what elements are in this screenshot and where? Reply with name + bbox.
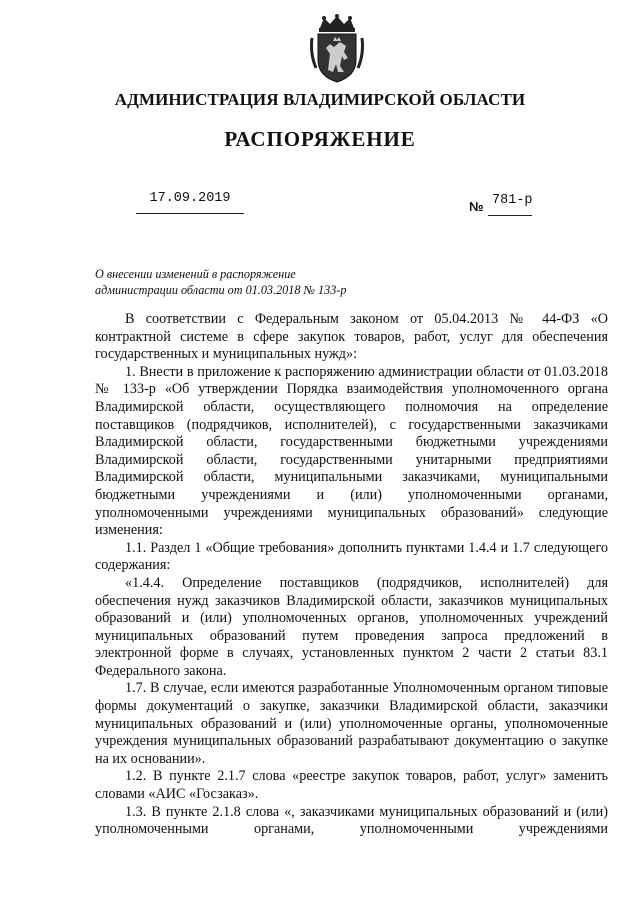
body-paragraph: В соответствии с Федеральным законом от 05.04.2013 № 44-ФЗ «О контрактной системе в сфере закупок товаров, работ, услуг для обеспечения государственных и муниципальных нужд»: xyxy=(95,311,608,363)
coat-of-arms-icon xyxy=(306,14,368,84)
document-date: 17.09.2019 xyxy=(149,191,231,206)
body-paragraph: 1.3. В пункте 2.1.8 слова «, заказчиками муниципальных образований и (или) уполномоченными органами, уполномоченными учреждениями xyxy=(95,803,608,838)
body-paragraph: 1.1. Раздел 1 «Общие требования» дополнить пунктами 1.4.4 и 1.7 следующего содержания: xyxy=(95,539,608,574)
body-paragraph: 1.2. В пункте 2.1.7 слова «реестре закупок товаров, работ, услуг» заменить словами «АИС «Госзаказ». xyxy=(95,768,608,803)
body-paragraph: 1.7. В случае, если имеются разработанные Уполномоченным органом типовые формы документаций о закупке, заказчики Владимирской области, заказчики муниципальных образований и (или) уполномоченные органы, уполномоченные учреждения муниципальных образований разрабатывают документацию о закупке на их основании». xyxy=(95,680,608,767)
body-paragraph: «1.4.4. Определение поставщиков (подрядчиков, исполнителей) для обеспечения нужд заказчиков Владимирской области, заказчиков муниципальных образований и (или) уполномоченных органов, уполномоченных учреждений муниципальных образований путем проведения запроса предложений в электронной форме в случаях, установленных пунктом 2 части 2 статьи 83.1 Федерального закона. xyxy=(95,574,608,679)
document-body xyxy=(95,311,608,839)
date-underline xyxy=(136,213,244,214)
document-subject xyxy=(95,267,346,298)
number-sign: № xyxy=(469,199,484,214)
organization-title: АДМИНИСТРАЦИЯ ВЛАДИМИРСКОЙ ОБЛАСТИ xyxy=(114,90,526,109)
subject-line: администрации области от 01.03.2018 № 133-р xyxy=(95,282,347,297)
subject-line: О внесении изменений в распоряжение xyxy=(95,267,296,281)
document-number: 781-р xyxy=(492,193,533,208)
number-underline xyxy=(488,215,532,216)
body-paragraph: 1. Внести в приложение к распоряжению администрации области от 01.03.2018 № 133-р «Об утверждении Порядка взаимодействия уполномоченного органа Владимирской области, осуществляющего полномочия на определение поставщиков (подрядчиков, исполнителей), с государственными заказчиками Владимирской области, государственными бюджетными учреждениями Владимирской области, государственными унитарными предприятиями Владимирской области, муниципальными заказчиками, муниципальными бюджетными учреждениями и (или) уполномоченными органами, уполномоченными учреждениями муниципальных образований» следующие изменения: xyxy=(95,363,608,539)
document-type-title: РАСПОРЯЖЕНИЕ xyxy=(224,127,416,151)
